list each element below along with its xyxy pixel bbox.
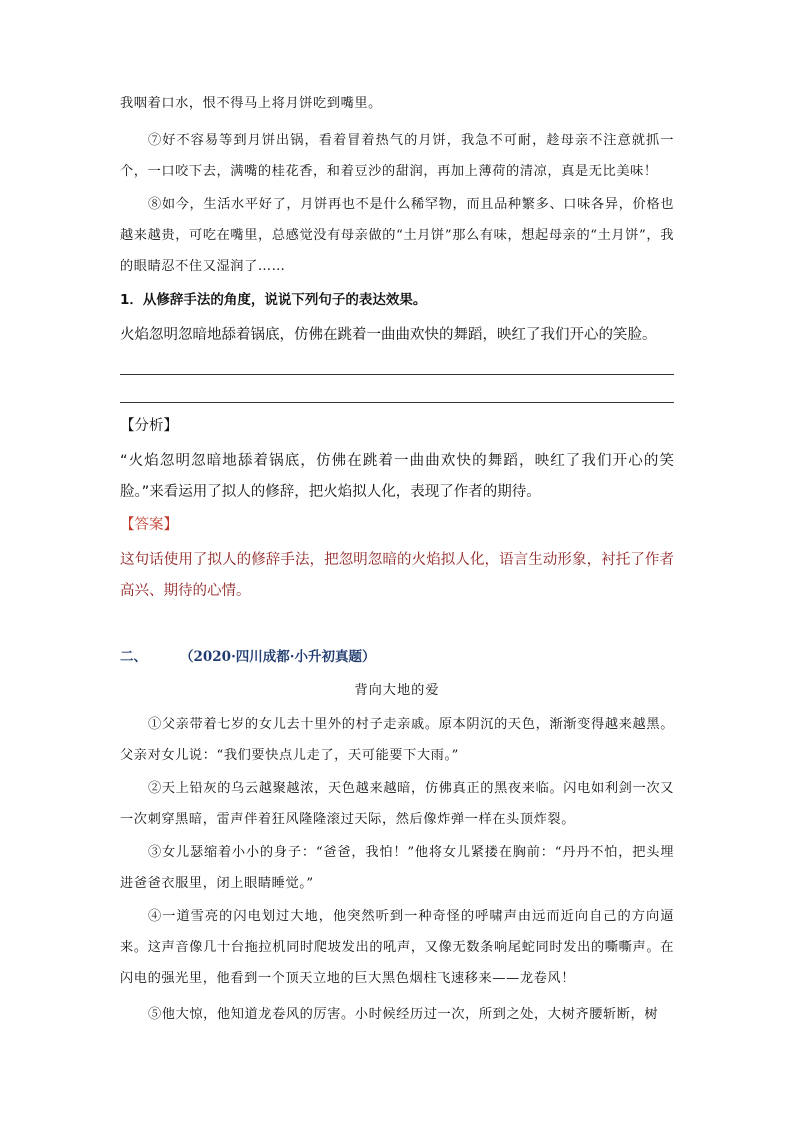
analysis-text: “火焰忽明忽暗地舔着锅底，仿佛在跳着一曲曲欢快的舞蹈，映红了我们开心的笑脸。”来看运用了拟人的修辞，把火焰拟人化，表现了作者的期待。 (120, 453, 674, 500)
answer-text: 这句话使用了拟人的修辞手法，把忽明忽暗的火焰拟人化，语言生动形象，衬托了作者高兴、期待的心情。 (120, 552, 674, 599)
passage-paragraph-6-tail: 我咽着口水，恨不得马上将月饼吃到嘴里。 (120, 96, 382, 111)
question-1-title: 1．从修辞手法的角度，说说下列句子的表达效果。 (120, 292, 427, 308)
section-2-paragraph-5: ⑤他大惊，他知道龙卷风的厉害。小时候经历过一次，所到之处，大树齐腰斩断，树 (148, 1007, 659, 1022)
answer-line-2 (120, 402, 674, 403)
section-2-paragraph-2: ②天上铅灰的乌云越聚越浓，天色越来越暗，仿佛真正的黑夜来临。闪电如利剑一次又一次刺穿黑暗，雷声伴着狂风隆隆滚过天际，然后像炸弹一样在头顶炸裂。 (120, 781, 674, 827)
answer-line-1 (120, 374, 674, 375)
section-2-paragraph-3: ③女儿瑟缩着小小的身子：“爸爸，我怕！”他将女儿紧搂在胸前：“丹丹不怕，把头埋进爸爸衣服里，闭上眼睛睡觉。” (120, 845, 674, 891)
question-1-sentence: 火焰忽明忽暗地舔着锅底，仿佛在跳着一曲曲欢快的舞蹈，映红了我们开心的笑脸。 (120, 327, 657, 343)
section-2-paragraph-4: ④一道雪亮的闪电划过大地，他突然听到一种奇怪的呼啸声由远而近向自己的方向逼来。这声音像几十台拖拉机同时爬坡发出的吼声，又像无数条响尾蛇同时发出的嘶嘶声。在闪电的强光里，他看到一个顶天立地的巨大黑色烟柱飞速移来——龙卷风！ (120, 909, 674, 986)
passage-paragraph-8: ⑧如今，生活水平好了，月饼再也不是什么稀罕物，而且品种繁多、口味各异，价格也越来越贵，可吃在嘴里，总感觉没有母亲做的“土月饼”那么有味，想起母亲的“土月饼”，我的眼睛忍不住又湿润了…… (120, 197, 674, 274)
analysis-tag: 【分析】 (120, 418, 178, 434)
section-2-heading (120, 645, 375, 669)
answer-tag: 【答案】 (120, 517, 178, 533)
passage-title: 背向大地的爱 (354, 683, 440, 698)
section-2-number: 二、 (120, 649, 147, 665)
passage-paragraph-7: ⑦好不容易等到月饼出锅，看着冒着热气的月饼，我急不可耐，趁母亲不注意就抓一个，一口咬下去，满嘴的桂花香，和着豆沙的甜润，再加上薄荷的清凉，真是无比美味！ (120, 133, 674, 179)
section-2-paragraph-1: ①父亲带着七岁的女儿去十里外的村子走亲戚。原本阴沉的天色，渐渐变得越来越黑。父亲对女儿说：“我们要快点儿走了，天可能要下大雨。” (120, 717, 674, 763)
section-2-source: （2020·四川成都·小升初真题） (180, 649, 376, 665)
